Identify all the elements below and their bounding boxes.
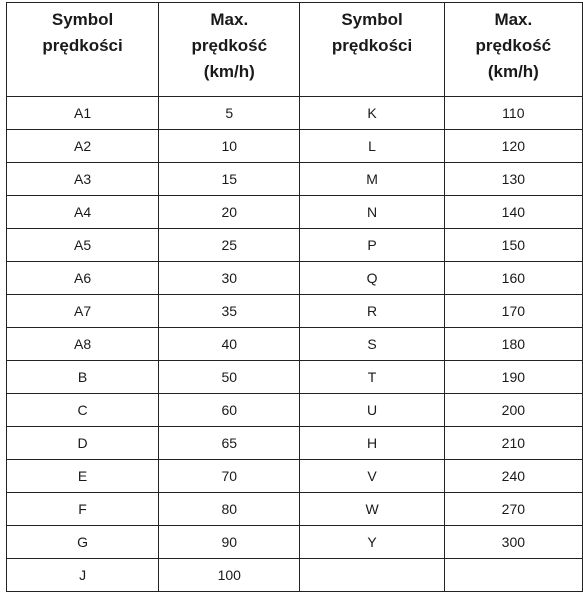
- max-speed-cell: 200: [444, 394, 582, 427]
- max-speed-cell: 300: [444, 526, 582, 559]
- speed-symbol-cell: V: [300, 460, 444, 493]
- max-speed-cell: 240: [444, 460, 582, 493]
- max-speed-cell: 170: [444, 295, 582, 328]
- table-row: [7, 361, 583, 394]
- header-speed-symbol-left: [7, 3, 159, 97]
- speed-symbol-cell: N: [300, 196, 444, 229]
- header-text-line: prędkości: [42, 36, 123, 55]
- header-text-line: (km/h): [203, 62, 255, 81]
- speed-symbol-cell: K: [300, 97, 444, 130]
- max-speed-cell: 130: [444, 163, 582, 196]
- speed-symbol-cell: A8: [7, 328, 159, 361]
- speed-rating-table: [6, 2, 583, 592]
- table-row: [7, 460, 583, 493]
- header-speed-symbol-right: [300, 3, 444, 97]
- max-speed-cell: 160: [444, 262, 582, 295]
- table-row: [7, 427, 583, 460]
- max-speed-cell: 150: [444, 229, 582, 262]
- max-speed-cell: [444, 559, 582, 592]
- table-row: [7, 394, 583, 427]
- speed-symbol-cell: A3: [7, 163, 159, 196]
- table-body: [7, 97, 583, 592]
- speed-symbol-cell: A7: [7, 295, 159, 328]
- speed-symbol-cell: U: [300, 394, 444, 427]
- speed-symbol-cell: B: [7, 361, 159, 394]
- header-text-line: (km/h): [487, 62, 539, 81]
- header-text-line: Symbol: [341, 10, 403, 29]
- max-speed-cell: 30: [159, 262, 300, 295]
- table-row: [7, 262, 583, 295]
- table-row: [7, 559, 583, 592]
- table-row: [7, 130, 583, 163]
- max-speed-cell: 20: [159, 196, 300, 229]
- table-row: [7, 493, 583, 526]
- max-speed-cell: 40: [159, 328, 300, 361]
- max-speed-cell: 80: [159, 493, 300, 526]
- speed-symbol-cell: A5: [7, 229, 159, 262]
- header-text-line: Symbol: [51, 10, 114, 29]
- max-speed-cell: 25: [159, 229, 300, 262]
- max-speed-cell: 70: [159, 460, 300, 493]
- table-row: [7, 196, 583, 229]
- header-max-speed-left: [159, 3, 300, 97]
- header-text-line: Max.: [494, 10, 533, 29]
- table-row: [7, 229, 583, 262]
- max-speed-cell: 110: [444, 97, 582, 130]
- header-text-line: prędkość: [191, 36, 268, 55]
- max-speed-cell: 65: [159, 427, 300, 460]
- speed-symbol-cell: G: [7, 526, 159, 559]
- header-text-line: Max.: [210, 10, 249, 29]
- speed-symbol-cell: L: [300, 130, 444, 163]
- table-header: [7, 3, 583, 97]
- speed-symbol-cell: [300, 559, 444, 592]
- speed-symbol-cell: F: [7, 493, 159, 526]
- max-speed-cell: 190: [444, 361, 582, 394]
- table-row: [7, 328, 583, 361]
- max-speed-cell: 35: [159, 295, 300, 328]
- max-speed-cell: 270: [444, 493, 582, 526]
- max-speed-cell: 100: [159, 559, 300, 592]
- speed-symbol-cell: H: [300, 427, 444, 460]
- table-row: [7, 163, 583, 196]
- speed-symbol-cell: A2: [7, 130, 159, 163]
- max-speed-cell: 140: [444, 196, 582, 229]
- speed-symbol-cell: A4: [7, 196, 159, 229]
- max-speed-cell: 5: [159, 97, 300, 130]
- speed-symbol-cell: R: [300, 295, 444, 328]
- speed-symbol-cell: T: [300, 361, 444, 394]
- speed-symbol-cell: J: [7, 559, 159, 592]
- speed-symbol-cell: Y: [300, 526, 444, 559]
- speed-symbol-cell: A6: [7, 262, 159, 295]
- table-row: [7, 97, 583, 130]
- max-speed-cell: 15: [159, 163, 300, 196]
- table-row: [7, 526, 583, 559]
- header-text-line: prędkości: [331, 36, 413, 55]
- speed-symbol-cell: E: [7, 460, 159, 493]
- speed-symbol-cell: S: [300, 328, 444, 361]
- speed-symbol-cell: W: [300, 493, 444, 526]
- max-speed-cell: 210: [444, 427, 582, 460]
- max-speed-cell: 10: [159, 130, 300, 163]
- speed-symbol-cell: D: [7, 427, 159, 460]
- speed-symbol-cell: M: [300, 163, 444, 196]
- table-row: [7, 295, 583, 328]
- max-speed-cell: 90: [159, 526, 300, 559]
- speed-symbol-cell: P: [300, 229, 444, 262]
- max-speed-cell: 180: [444, 328, 582, 361]
- speed-symbol-cell: C: [7, 394, 159, 427]
- speed-symbol-cell: A1: [7, 97, 159, 130]
- header-max-speed-right: [444, 3, 582, 97]
- header-row: [7, 3, 583, 97]
- header-text-line: prędkość: [475, 36, 552, 55]
- max-speed-cell: 60: [159, 394, 300, 427]
- max-speed-cell: 120: [444, 130, 582, 163]
- speed-symbol-cell: Q: [300, 262, 444, 295]
- max-speed-cell: 50: [159, 361, 300, 394]
